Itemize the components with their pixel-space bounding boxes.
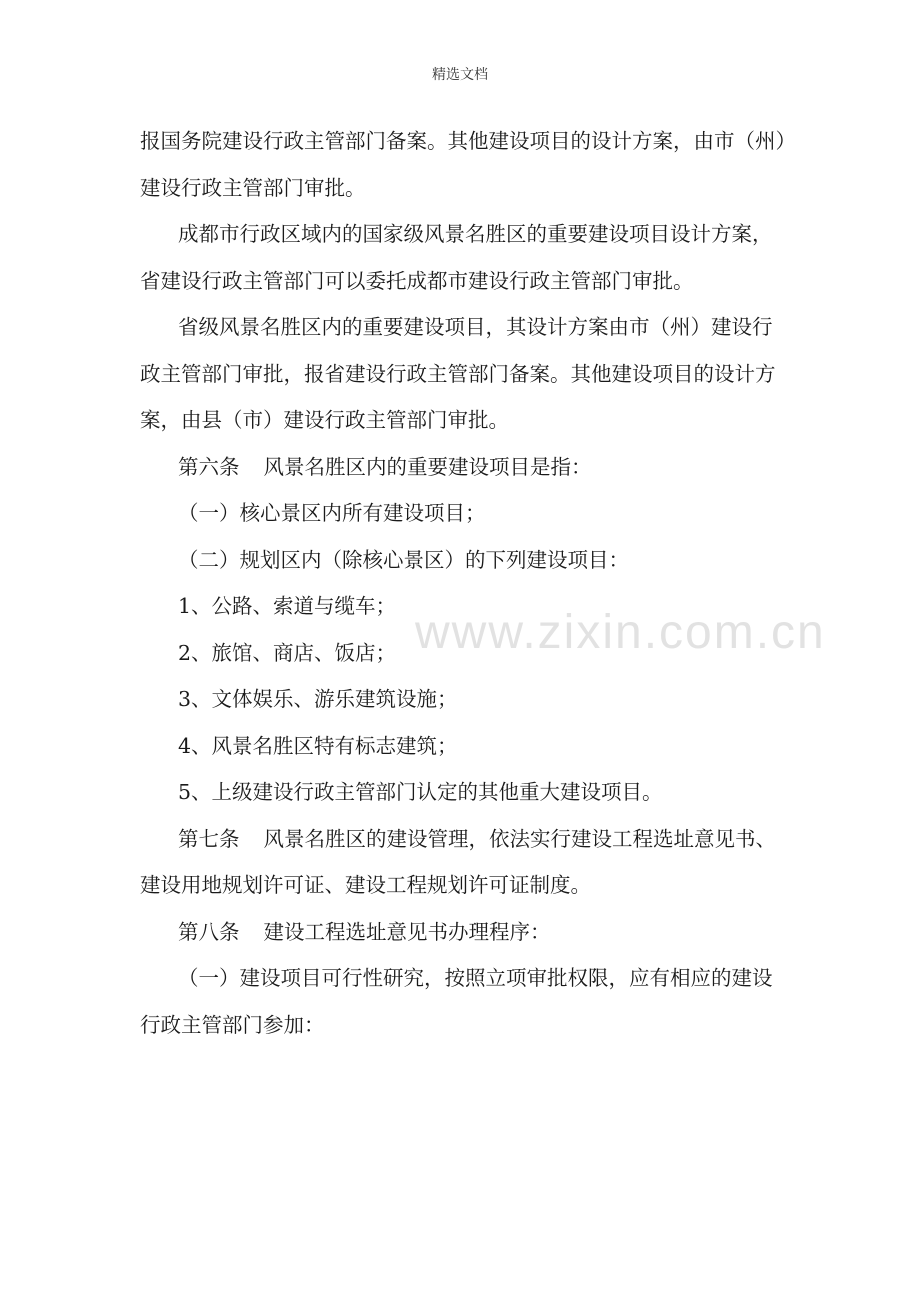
document-body [140, 118, 790, 1048]
list-item: 2、旅馆、商店、饭店； [178, 640, 397, 665]
article-label: 第六条 [178, 454, 240, 479]
article-label: 第七条 [178, 826, 240, 851]
paragraph: 成都市行政区域内的国家级风景名胜区的重要建设项目设计方案，省建设行政主管部门可以委托成都市建设行政主管部门审批。 [140, 222, 773, 293]
list-item: （一）核心景区内所有建设项目； [178, 501, 486, 525]
article-paragraph [140, 816, 790, 909]
list-item: （一）建设项目可行性研究，按照立项审批权限，应有相应的建设行政主管部门参加： [140, 966, 773, 1037]
article-paragraph [140, 909, 790, 956]
watermark: www.zixin.com.cn [415, 606, 826, 659]
list-item: 5、上级建设行政主管部门认定的其他重大建设项目。 [178, 780, 663, 804]
paragraph: 报国务院建设行政主管部门备案。其他建设项目的设计方案，由市（州）建设行政主管部门审批。 [140, 129, 786, 200]
article-text: 风景名胜区内的重要建设项目是指： [263, 454, 592, 479]
article-text: 建设工程选址意见书办理程序： [263, 919, 551, 944]
list-item: （二）规划区内（除核心景区）的下列建设项目： [178, 547, 629, 572]
list-item: 1、公路、索道与缆车； [178, 594, 397, 618]
article-label: 第八条 [178, 919, 240, 944]
list-item: 3、文体娱乐、游乐建筑设施； [178, 687, 458, 711]
page-header: 精选文档 [432, 67, 488, 83]
article-paragraph [140, 444, 790, 491]
article-text: 风景名胜区的建设管理，依法实行建设工程选址意见书、建设用地规划许可证、建设工程规划许可证制度。 [140, 826, 776, 897]
list-item: 4、风景名胜区特有标志建筑； [178, 733, 458, 758]
paragraph: 省级风景名胜区内的重要建设项目，其设计方案由市（州）建设行政主管部门审批，报省建设行政主管部门备案。其他建设项目的设计方案，由县（市）建设行政主管部门审批。 [140, 315, 776, 432]
